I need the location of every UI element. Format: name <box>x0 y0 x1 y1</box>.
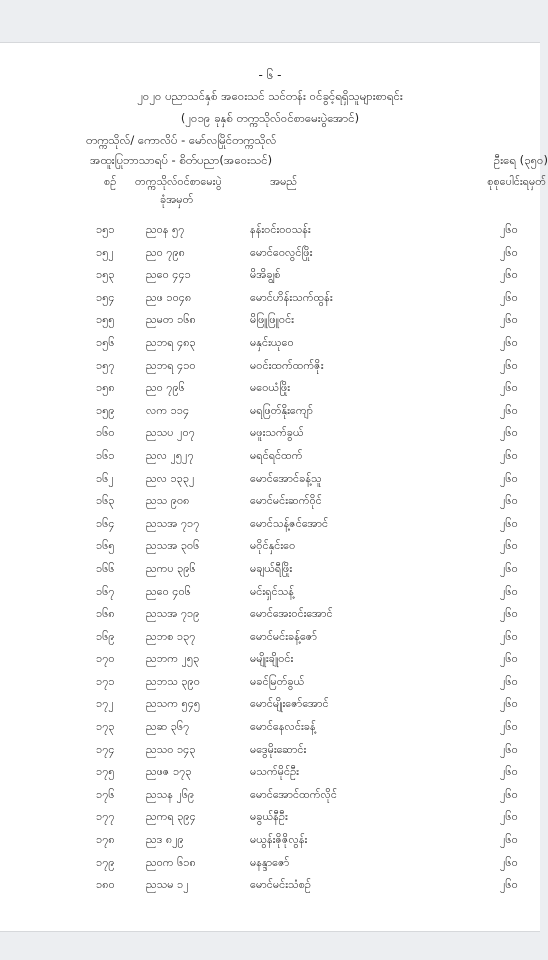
column-header-score: စုစုပေါင်းရမှတ် <box>487 175 546 188</box>
exam-id: ညဖ ၁၀၄၈ <box>146 290 192 304</box>
score: ၂၆၀ <box>500 833 518 847</box>
major-line: အထူးပြုဘာသာရပ် - စိတ်ပညာ(အဝေးသင်) <box>90 153 273 167</box>
student-name: မောင်ဝေလွင်ဖြိုး <box>250 245 313 259</box>
exam-id: ညသပ ၂၀၇ <box>146 426 195 440</box>
table-row <box>0 513 540 536</box>
row-number: ၁၇၅ <box>96 765 115 779</box>
exam-id: ညဝေ ၄၄၁ <box>146 268 191 282</box>
student-name: မဝေယံဖြိုး <box>250 381 291 395</box>
row-number: ၁၆၃ <box>96 494 115 508</box>
page-number: - ၆ - <box>258 68 282 82</box>
table-row <box>0 626 540 649</box>
score: ၂၆၀ <box>500 426 518 440</box>
total-count: ဦးရေ (၃၅၀) <box>493 153 548 167</box>
score: ၂၆၀ <box>500 223 518 236</box>
column-header-name: အမည် <box>270 175 298 188</box>
table-row <box>0 581 540 604</box>
score: ၂၆၀ <box>500 855 518 869</box>
student-name: နန်းဝင်းဝဝသန်း <box>250 223 311 236</box>
document-title: ၂၀၂၀ ပညာသင်နှစ် အဝေးသင် သင်တန်း ဝင်ခွင့်ရရှိသူများစာရင်း <box>137 89 403 103</box>
table-row <box>0 242 540 265</box>
score: ၂၆၀ <box>500 245 518 259</box>
student-name: မနန္ဒာဇော် <box>250 855 290 869</box>
student-name: မောင်အေးဝင်းအောင် <box>250 607 333 621</box>
row-number: ၁၅၉ <box>96 403 115 417</box>
document-page <box>0 42 548 932</box>
row-number: ၁၈၀ <box>96 878 115 892</box>
exam-id: ညဝ ၇၉၈ <box>146 245 185 259</box>
score: ၂၆၀ <box>500 448 518 462</box>
table-row <box>0 400 540 423</box>
table-row <box>0 874 540 897</box>
student-name: မနှင်းယုဝေ <box>250 335 294 349</box>
student-name: မဖူးသက်ခွယ် <box>250 426 304 440</box>
student-name: မောင်အောင်ထက်လိုင် <box>250 787 337 801</box>
row-number: ၁၇၈ <box>96 833 115 847</box>
exam-id: ညသ ၉၀၈ <box>146 494 190 508</box>
exam-id: လက ၁၁၄ <box>146 403 190 417</box>
row-number: ၁၇၇ <box>96 810 115 824</box>
score: ၂၆၀ <box>500 313 518 327</box>
student-name: မောင်မင်းဆက်ဝိုင် <box>250 494 322 508</box>
table-row <box>0 309 540 332</box>
table-row <box>0 829 540 852</box>
student-name: မရင်ရင်ထက် <box>250 448 303 462</box>
university-line: တက္ကသိုလ်/ ကောလိပ် - မော်လမြိုင်တက္ကသိုလ် <box>86 133 277 147</box>
table-row <box>0 603 540 626</box>
score: ၂၆၀ <box>500 810 518 824</box>
row-number: ၁၅၂ <box>96 245 114 259</box>
student-name: မင်းရှင်သန့် <box>250 584 294 598</box>
score: ၂၆၀ <box>500 539 518 553</box>
exam-id: ညသအ ၃၀၆ <box>146 539 200 553</box>
table-row <box>0 422 540 445</box>
row-number: ၁၅၇ <box>96 358 115 372</box>
table-row <box>0 806 540 829</box>
exam-id: ညသဝ ၁၄၃ <box>146 742 196 756</box>
table-row <box>0 287 540 310</box>
table-row <box>0 784 540 807</box>
student-name: မယွန်းဇိုဇိုလွန်း <box>250 833 308 847</box>
student-name: မိအိချွစ် <box>250 268 281 282</box>
exam-id: ညလ ၁၃၃၂ <box>146 471 195 485</box>
table-row <box>0 716 540 739</box>
exam-id: ညသန ၂၆၉ <box>146 787 195 801</box>
row-number: ၁၆၆ <box>96 561 115 575</box>
table-row <box>0 219 540 242</box>
column-header-no: စဉ် <box>104 175 117 188</box>
student-name: မရဖြတ်နိုးကျော် <box>250 403 313 417</box>
table-row <box>0 761 540 784</box>
exam-id: ညဘသ ၃၉၀ <box>146 674 200 688</box>
student-name: မဒွေမိုးဆောင်း <box>250 742 307 756</box>
exam-id: ညလ ၂၅၂၇ <box>146 448 194 462</box>
exam-id: ညဝန ၅၇ <box>146 223 185 236</box>
table-row <box>0 377 540 400</box>
table-row <box>0 739 540 762</box>
student-name: မောင်မင်းခန့်ဇော် <box>250 629 317 643</box>
row-number: ၁၆၈ <box>96 607 115 621</box>
exam-id: ညမတ ၁၆၈ <box>146 313 196 327</box>
table-row <box>0 648 540 671</box>
exam-id: ညသက ၅၄၅ <box>146 697 201 711</box>
table-row <box>0 852 540 875</box>
score: ၂၆၀ <box>500 471 518 485</box>
table-row <box>0 693 540 716</box>
row-number: ၁၆၅ <box>96 539 115 553</box>
score: ၂၆၀ <box>500 358 518 372</box>
score: ၂၆၀ <box>500 516 518 530</box>
student-name: မောင်ဟိန်းသက်ထွန်း <box>250 290 333 304</box>
student-name: မဝင်းထက်ထက်ဇိုး <box>250 358 324 372</box>
exam-id: ညကရ ၃၉၄ <box>146 810 196 824</box>
score: ၂၆၀ <box>500 629 518 643</box>
student-name: မခင်မြတ်ခွယ် <box>250 674 305 688</box>
score: ၂၆၀ <box>500 561 518 575</box>
student-name: မဝိုင်နှင်းဝေ <box>250 539 296 553</box>
row-number: ၁၇၉ <box>96 855 115 869</box>
row-number: ၁၇၆ <box>96 787 115 801</box>
results-table <box>0 219 540 897</box>
student-name: မသက်မိုင်ဦး <box>250 765 299 779</box>
table-row <box>0 445 540 468</box>
student-name: မချယ်ရီဖြိုး <box>250 561 293 575</box>
row-number: ၁၆၀ <box>96 426 115 440</box>
exam-id: ညသအ ၇၁၇ <box>146 516 200 530</box>
score: ၂၆၀ <box>500 787 518 801</box>
document-subtitle: (၂၀၁၉ ခုနှစ် တက္ကသိုလ်ဝင်စာမေးပွဲအောင်) <box>180 111 360 125</box>
student-name: မောင်မင်းသံစဉ် <box>250 878 311 892</box>
table-row <box>0 671 540 694</box>
exam-id: ညဘက ၂၅၃ <box>146 652 200 666</box>
student-name: မောင်မျိုးဇော်အောင် <box>250 697 329 711</box>
column-header-exam-id: တက္ကသိုလ်ဝင်စာမေးပွဲ <box>135 175 222 188</box>
score: ၂၆၀ <box>500 403 518 417</box>
score: ၂၆၀ <box>500 697 518 711</box>
student-name: မမျိုးချိုဝင်း <box>250 652 294 666</box>
score: ၂၆၀ <box>500 765 518 779</box>
exam-id: ညဒ ၈၂၉ <box>146 833 184 847</box>
exam-id: ညသမ ၁၂ <box>146 878 189 892</box>
column-header-exam-id-sub: ခုံအမှတ် <box>160 193 194 206</box>
table-row <box>0 468 540 491</box>
score: ၂၆၀ <box>500 268 518 282</box>
row-number: ၁၆၄ <box>96 516 115 530</box>
score: ၂၆၀ <box>500 878 518 892</box>
table-row <box>0 332 540 355</box>
score: ၂၆၀ <box>500 381 518 395</box>
table-row <box>0 264 540 287</box>
score: ၂၆၀ <box>500 742 518 756</box>
score: ၂၆၀ <box>500 290 518 304</box>
row-number: ၁၅၅ <box>96 313 115 327</box>
exam-id: ညဝက ၆၁၈ <box>146 855 196 869</box>
row-number: ၁၆၂ <box>96 471 114 485</box>
row-number: ၁၆၉ <box>96 629 115 643</box>
score: ၂၆၀ <box>500 494 518 508</box>
score: ၂၆၀ <box>500 720 518 734</box>
student-name: မောင်အောင်ခန့်သူ <box>250 471 322 485</box>
score: ၂၆၀ <box>500 607 518 621</box>
row-number: ၁၆၇ <box>96 584 115 598</box>
table-row <box>0 558 540 581</box>
row-number: ၁၇၀ <box>96 652 115 666</box>
exam-id: ညဘရ ၄၁၀ <box>146 358 196 372</box>
student-name: မောင်နေလင်းခန့် <box>250 720 316 734</box>
student-name: မခွယ်နီဦး <box>250 810 288 824</box>
score: ၂၆၀ <box>500 335 518 349</box>
row-number: ၁၅၁ <box>96 223 115 236</box>
exam-id: ညကပ ၃၉၆ <box>146 561 196 575</box>
row-number: ၁၅၆ <box>96 335 115 349</box>
score: ၂၆၀ <box>500 674 518 688</box>
score: ၂၆၀ <box>500 652 518 666</box>
exam-id: ညဝ ၇၉၆ <box>146 381 185 395</box>
exam-id: ညဝေ ၄၀၆ <box>146 584 191 598</box>
table-row <box>0 490 540 513</box>
row-number: ၁၇၂ <box>96 697 114 711</box>
table-row <box>0 355 540 378</box>
row-number: ၁၇၃ <box>96 720 115 734</box>
row-number: ၁၇၄ <box>96 742 115 756</box>
exam-id: ညဖဇ ၁၇၃ <box>146 765 192 779</box>
student-name: မောင်သန့်ဇင်အောင် <box>250 516 329 530</box>
row-number: ၁၆၁ <box>96 448 115 462</box>
exam-id: ညဘရ ၄၈၃ <box>146 335 196 349</box>
table-row <box>0 535 540 558</box>
exam-id: ညသအ ၇၁၉ <box>146 607 200 621</box>
row-number: ၁၅၄ <box>96 290 115 304</box>
exam-id: ညဆ ၃၆၇ <box>146 720 190 734</box>
row-number: ၁၅၈ <box>96 381 115 395</box>
student-name: မိဖြူဖြူဝင်း <box>250 313 294 327</box>
row-number: ၁၇၁ <box>96 674 115 688</box>
exam-id: ညဘစ ၁၃၇ <box>146 629 196 643</box>
score: ၂၆၀ <box>500 584 518 598</box>
row-number: ၁၅၃ <box>96 268 115 282</box>
